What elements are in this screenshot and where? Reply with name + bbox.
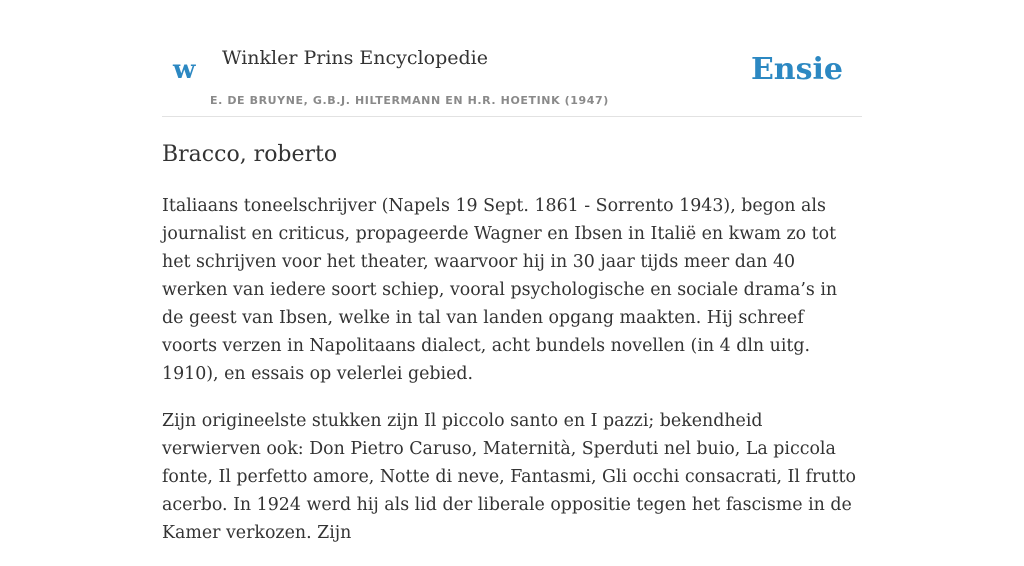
winkler-prins-logo[interactable]: w xyxy=(173,55,196,85)
article-paragraph: Italiaans toneelschrijver (Napels 19 Sept. 1861 - Sorrento 1943), begon als journalist en criticus, propageerde Wagner en Ibsen in Italië en kwam zo tot het schrijven voor het theater, waarvoor hij in 30 jaar tijds meer dan 40 werken van iedere soort schiep, vooral psychologische en sociale drama’s in de geest van Ibsen, welke in tal van landen opgang maakten. Hij schreef voorts verzen in Napolitaans dialect, acht bundels novellen (in 4 dln uitg. 1910), en essais op velerlei gebied. xyxy=(162,196,838,384)
article-body xyxy=(162,192,862,566)
encyclopedia-title[interactable]: Winkler Prins Encyclopedie xyxy=(222,47,488,69)
encyclopedia-authors: E. DE BRUYNE, G.B.J. HILTERMANN EN H.R. HOETINK (1947) xyxy=(210,94,609,107)
article-title: Bracco, roberto xyxy=(162,142,338,167)
ensie-logo[interactable]: Ensie xyxy=(750,52,843,87)
article-paragraph: Zijn origineelste stukken zijn Il piccolo santo en I pazzi; bekendheid verwierven ook: Don Pietro Caruso, Maternità, Sperduti nel buio, La piccola fonte, Il perfetto amore, Notte di neve, Fantasmi, Gli occhi consacrati, Il frutto acerbo. In 1924 werd hij als lid der liberale oppositie tegen het fascisme in de Kamer verkozen. Zijn xyxy=(162,411,856,543)
site-header xyxy=(162,0,862,117)
